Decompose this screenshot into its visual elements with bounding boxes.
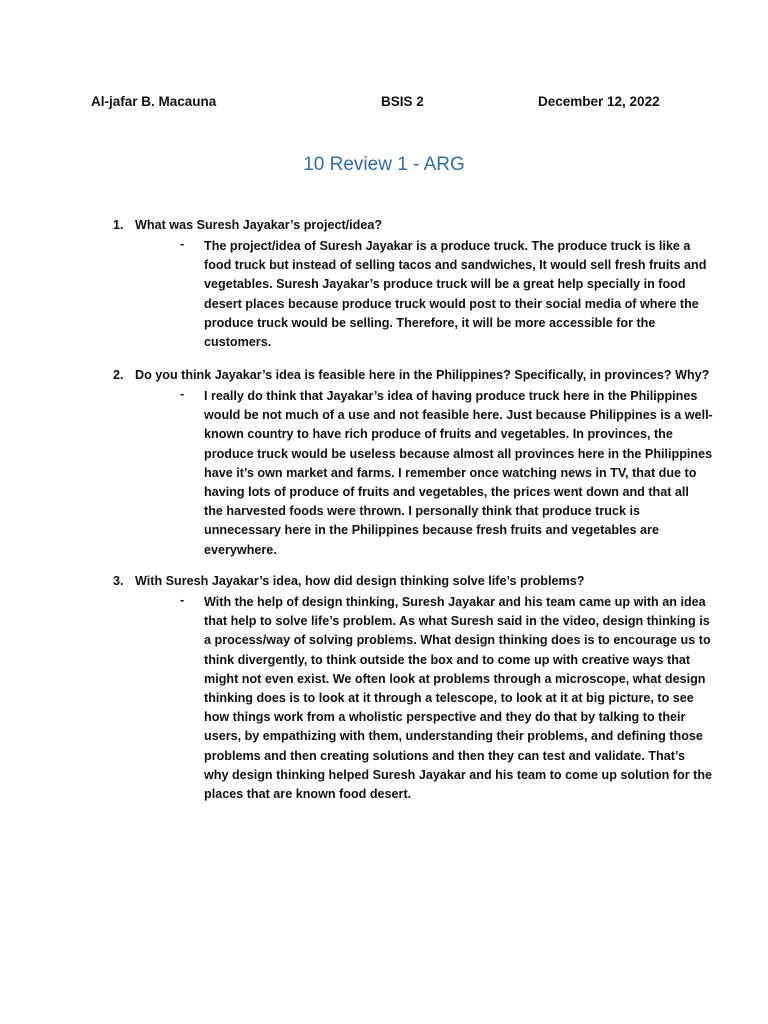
answer-line: why design thinking helped Suresh Jayakar and his team to come up solution for the: [204, 767, 713, 782]
answer-line: users, by empathizing with them, understanding their problems, and defining those: [204, 729, 703, 744]
answer-line: food truck but instead of selling tacos and sandwiches, It would sell fresh fruits and: [204, 258, 707, 273]
answer-bullet-dash: -: [180, 237, 185, 251]
document-date: December 12, 2022: [538, 94, 660, 109]
answer-line: The project/idea of Suresh Jayakar is a produce truck. The produce truck is like a: [204, 239, 691, 253]
answer-line: With the help of design thinking, Suresh Jayakar and his team came up with an idea: [204, 595, 706, 609]
question-number: 1.: [113, 218, 124, 232]
author-name: Al-jafar B. Macauna: [91, 94, 217, 109]
answer-text: [204, 237, 707, 352]
answer-line: might not even exist. We often look at problems through a microscope, what design: [204, 671, 706, 686]
answer-line: vegetables. Suresh Jayakar’s produce truck will be a great help specially in food: [204, 277, 686, 292]
answer-line: desert places because produce truck would post to their social media of where the: [204, 296, 699, 311]
answer-line: produce truck would be selling. Therefore, it will be more accessible for the: [204, 315, 656, 330]
answer-line: a process/way of solving problems. What design thinking does is to encourage us to: [204, 633, 711, 648]
question-text: Do you think Jayakar’s idea is feasible here in the Philippines? Specifically, in provinces? Why?: [135, 368, 710, 382]
answer-line: places that are known food desert.: [204, 787, 412, 802]
answer-block: [0, 237, 768, 352]
question-number: 3.: [113, 574, 124, 588]
document-title: 10 Review 1 - ARG: [303, 154, 465, 175]
question-number: 2.: [113, 368, 124, 382]
answer-line: having lots of produce of fruits and vegetables, the prices went down and that all: [204, 485, 689, 500]
answer-line: the harvested foods were thrown. I personally think that produce truck is: [204, 504, 640, 519]
answer-line: produce truck would be useless because almost all provinces here in the Philippines: [204, 446, 713, 461]
question-item-3: [0, 574, 768, 804]
document-header: [0, 94, 768, 114]
answer-line: would be not much of a use and not feasible here. Just because Philippines is a well-: [204, 408, 713, 423]
question-text: With Suresh Jayakar’s idea, how did design thinking solve life’s problems?: [135, 574, 585, 588]
question-line: [0, 368, 768, 387]
question-text: What was Suresh Jayakar’s project/idea?: [135, 218, 383, 232]
answer-line: unnecessary here in the Philippines because fresh fruits and vegetables are: [204, 523, 659, 538]
question-item-1: [0, 218, 768, 352]
answer-line: customers.: [204, 335, 272, 350]
answer-block: [0, 387, 768, 560]
question-line: [0, 574, 768, 593]
answer-line: how things work from a wholistic perspective and they do that by talking to their: [204, 710, 686, 725]
answer-bullet-dash: -: [180, 387, 185, 401]
answer-line: thinking does is to look at it through a telescope, to look at it at big picture, to see: [204, 691, 694, 706]
answer-text: [204, 593, 713, 804]
answer-line: that help to solve life’s problem. As what Suresh said in the video, design thinking is: [204, 614, 710, 629]
answer-line: have it’s own market and farms. I remember once watching news in TV, that due to: [204, 465, 697, 480]
answer-line: known country to have rich produce of fruits and vegetables. In provinces, the: [204, 427, 673, 442]
answer-line: problems and then creating solutions and then they can test and validate. That’s: [204, 748, 685, 763]
answer-block: [0, 593, 768, 804]
answer-line: think divergently, to think outside the box and to come up with creative ways that: [204, 652, 691, 667]
answer-text: [204, 387, 713, 560]
course-label: BSIS 2: [381, 94, 424, 109]
question-line: [0, 218, 768, 237]
answer-line: everywhere.: [204, 542, 277, 557]
answer-line: I really do think that Jayakar’s idea of having produce truck here in the Philippines: [204, 389, 698, 403]
answer-bullet-dash: -: [180, 593, 185, 607]
question-item-2: [0, 368, 768, 560]
